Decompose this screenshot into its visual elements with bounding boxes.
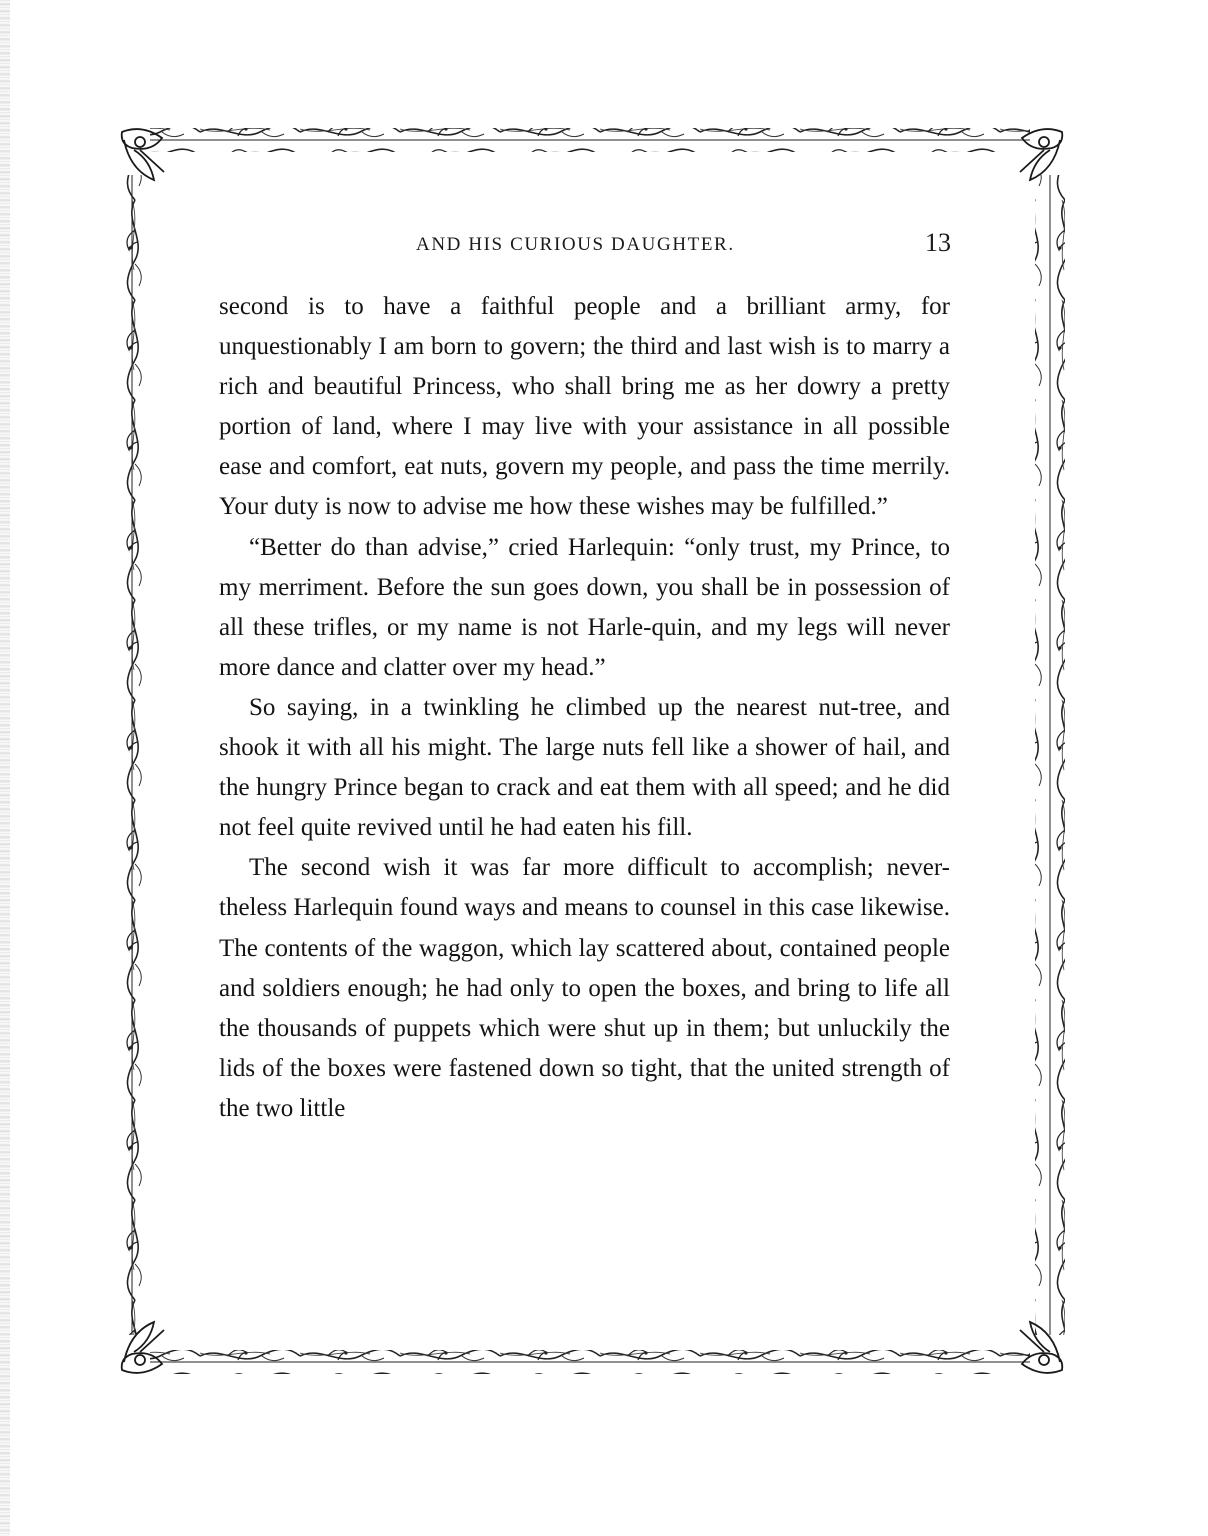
page-number: 13 [925,228,951,257]
paragraph-4: The second wish it was far more difficult to accomplish; never-theless Harlequin found ways and means to counsel in this case likewise. The contents of the waggon, which lay scattered about, contained people and soldiers enough; he had only to open the boxes, and bring to life all the thousands of puppets which were shut up in them; but unluckily the lids of the boxes were fastened down so tight, that the united strength of the two little [219,854,950,1122]
paragraph-2: “Better do than advise,” cried Harlequin: “only trust, my Prince, to my merriment. Before the sun goes down, you shall be in possession of all these trifles, or my name is not Harle-quin, and my legs will never more dance and clatter over my head.” [219,533,950,681]
paragraph-3: So saying, in a twinkling he climbed up the nearest nut-tree, and shook it with all his might. The large nuts fell like a shower of hail, and the hungry Prince began to crack and eat them with all speed; and he did not feel quite revived until he had eaten his fill. [219,693,950,842]
border-left-vine [118,175,148,1335]
running-head [218,228,951,262]
paragraph-1: second is to have a faithful people and a brilliant army, for unquestionably I am born to govern; the third and last wish is to marry a rich and beautiful Princess, who shall bring me as her dowry a pretty portion of land, where I may live with your assistance in all possible ease and comfort, eat nuts, govern my people, and pass the time merrily. Your duty is now to advise me how these wishes may be fulfilled.” [219,293,950,521]
body-text [219,287,950,1129]
running-head-title: AND HIS CURIOUS DAUGHTER. [416,234,735,255]
